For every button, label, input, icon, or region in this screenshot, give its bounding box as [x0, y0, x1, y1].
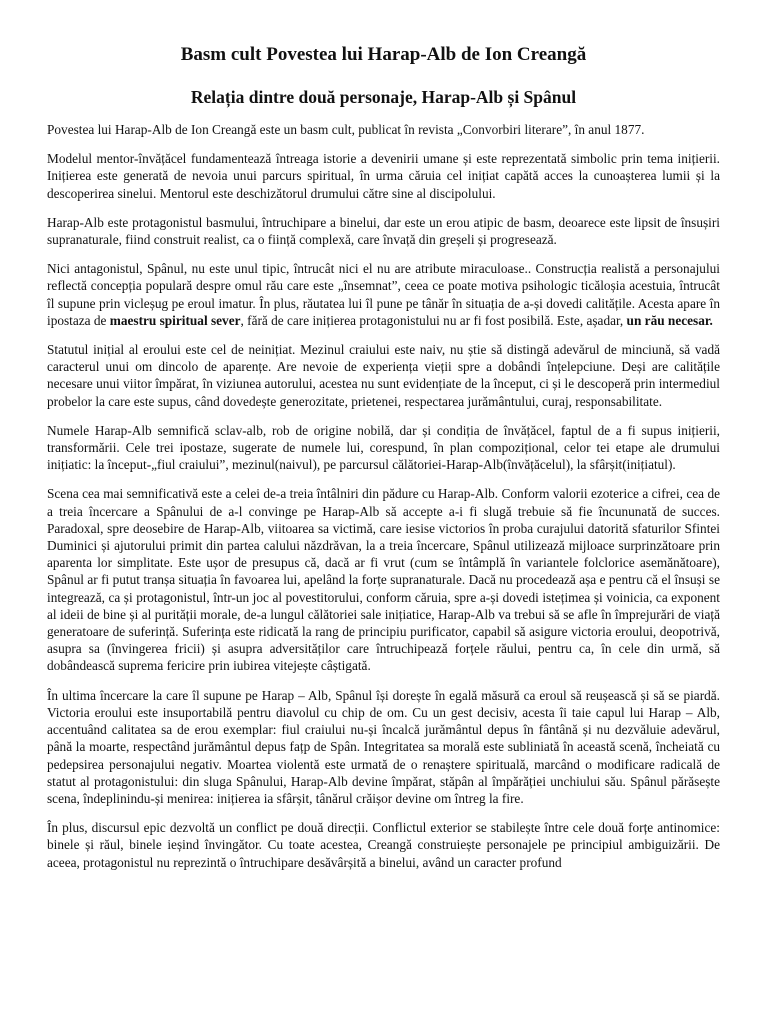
paragraph-protagonist: Harap-Alb este protagonistul basmului, întruchipare a binelui, dar este un erou atipic de basm, deoarece este lipsit de însușiri supranaturale, fiind construit realist, ca o ființă complexă, care învață din greșeli și progresează.	[47, 214, 720, 248]
paragraph-mentor-model: Modelul mentor-învățăcel fundamentează întreaga istorie a devenirii umane și este reprezentată simbolic prin tema inițierii. Inițierea este generată de nevoia unui parcurs spiritual, în urma căruia cel inițiat capătă acces la cunoașterea lumii și la descoperirea sinelui. Mentorul este deschizătorul drumului către sine al discipolului.	[47, 151, 720, 201]
document-title: Basm cult Povestea lui Harap-Alb de Ion Creangă	[180, 44, 587, 65]
antagonist-text-1: Nici antagonistul, Spânul, nu este unul tipic, întrucât nici el nu are atribute miraculoase.. Construcția realistă a personajului reflectă concepția populară despre omul rău care este „însemnat”, ceea ce poate motiva psihologic ticăloșia acestuia, întrucât îl supune prin vicleșug pe eroul imatur. În plus, răutatea lui îl pune pe tânăr în situația de a-și dovedi calitățile. Acesta apare în ipostaza de	[47, 261, 720, 328]
document-subtitle: Relația dintre două personaje, Harap-Alb și Spânul	[190, 87, 577, 107]
antagonist-bold-2: un rău necesar.	[626, 312, 713, 328]
antagonist-text-2: , fără de care inițierea protagonistului nu ar fi fost posibilă. Este, așadar,	[240, 312, 627, 328]
antagonist-bold-1: maestru spiritual sever	[109, 312, 241, 328]
paragraph-key-scene: Scena cea mai semnificativă este a celei de-a treia întâlniri din pădure cu Harap-Alb. Conform valorii ezoterice a cifrei, cea de a treia încercare a Spânului de a-l convinge pe Harap-Alb să accepte a-i fi slugă trebuie să fie încununată de succes. Paradoxal, spre deosebire de Harap-Alb, viitoarea sa victimă, care iesise victorios în proba curajului datorită sfaturilor Sfintei Duminici și ajutorului primit din partea calului năzdrăvan, la a treia încercare, Spânul utilizează mijloace surprinzătoare prin aparenta lor simplitate. Este ușor de presupus că, dacă ar fi vrut (cum se întâmplă în variantele folclorice asemănătoare), Spânul ar fi putut tranșa situația în favoarea lui, apelând la forțe supranaturale. Dacă nu procedează așa e pentru că el însuși se integrează, ca și protagonistul, într-un joc al povestitorului, conform căruia, spre a-și dovedi istețimea și voinicia, ca exponent al ideii de bine și al purității morale, de-a lungul călătoriei sale inițiatice, Harap-Alb va trebui să se afle în împrejurări de viață generatoare de suferință. Suferința este ridicată la rang de principiu purificator, capabil să asigure victoria eroului, deopotrivă, asupra sa (învingerea fricii) și asupra adversităților care întruchipează forțele răului, pentru ca, în cele din urmă, să dobândească suprema fericire prin iubirea vitejește câștigată.	[47, 486, 720, 674]
paragraph-conflict: În plus, discursul epic dezvoltă un conflict pe două direcții. Conflictul exterior se stabilește între cele două forțe antinomice: binele și răul, binele ieșind învingător. Cu toate acestea, Creangă construiește personajele pe principiul ambiguizării. De aceea, protagonistul nu reprezintă o întruchipare desăvârșită a binelui, având un caracter profund	[47, 820, 720, 870]
paragraph-initial-status: Statutul inițial al eroului este cel de neinițiat. Mezinul craiului este naiv, nu știe să distingă adevărul de minciună, să vadă caracterul unui om dincolo de aparențe. Are nevoie de experiența vieții spre a dobândi înțelepciune. Deși are calitățile necesare unui viitor împărat, în viziunea autorului, acestea nu sunt evidențiate de la început, ci și le descoperă prin intermediul probelor la care este supus, când dovedește generozitate, prietenei, respectarea jurământului, curaj, responsabilitate.	[47, 342, 720, 409]
paragraph-name-meaning: Numele Harap-Alb semnifică sclav-alb, rob de origine nobilă, dar și condiția de învățăcel, faptul de a fi supus inițierii, transformării. Cele trei ipostaze, sugerate de numele lui, corespund, în plan compozițional, celor tei etape ale drumului inițiatic: la început-„fiul craiului”, mezinul(naivul), pe parcursul călătoriei-Harap-Alb(învățăcelul), la sfârșit(inițiatul).	[47, 422, 720, 473]
paragraph-antagonist	[47, 260, 720, 329]
paragraph-final-trial: În ultima încercare la care îl supune pe Harap – Alb, Spânul își dorește în egală măsură ca eroul să reușească și să se piardă. Victoria eroului este insuportabilă pentru diavolul cu chip de om. Cu un gest decisiv, acesta îi taie capul lui Harap – Alb, accentuând calitatea sa de erou exemplar: fiul craiului nu-și încalcă jurământul depus în fântână și nu dezvăluie adevărul, până la moarte, respectând jurământul depus fațp de Spân. Integritatea sa morală este subliniată în această scenă, încheiată cu pedepsirea personajului negativ. Moartea violentă este urmată de o renaștere spirituală, marcând o modificare radicală de statut al protagonistului: din sluga Spânului, Harap-Alb devine împărat, stăpân al împărăției unchiului său. Spânul părăsește scena, îndeplinindu-și menirea: inițierea ia sfârșit, tânărul crăișor devine om întreg la fire.	[47, 687, 720, 806]
paragraph-intro: Povestea lui Harap-Alb de Ion Creangă este un basm cult, publicat în revista „Convorbiri literare”, în anul 1877.	[47, 122, 645, 137]
